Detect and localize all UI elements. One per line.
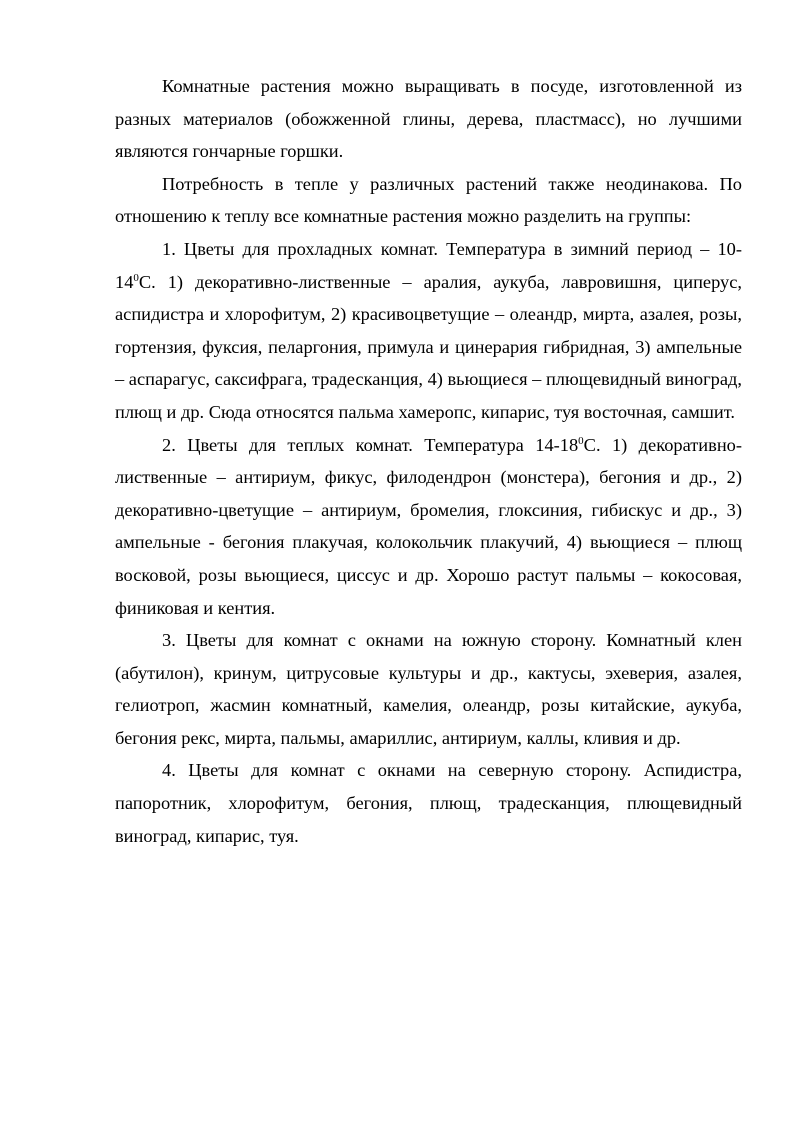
paragraph-south-windows: 3. Цветы для комнат с окнами на южную сторону. Комнатный клен (абутилон), кринум, цитрусовые культуры и др., кактусы, эхеверия, азалея, гелиотроп, жасмин комнатный, камелия, олеандр, розы китайские, аукуба, бегония рекс, мирта, пальмы, амариллис, антириум, каллы, кливия и др. xyxy=(115,630,742,748)
paragraph-heat-needs: Потребность в тепле у различных растений также неодинакова. По отношению к теплу все комнатные растения можно разделить на группы: xyxy=(115,173,742,227)
document-body xyxy=(115,70,742,852)
paragraph-warm-rooms-part2: С. 1) декоративно-лиственные – антириум, фикус, филодендрон (монстера), бегония и др., 2) декоративно-цветущие – антириум, бромелия, глоксиния, гибискус и др., 3) ампельные - бегония плакучая, колокольчик плакучий, 4) вьющиеся – плющ восковой, розы вьющиеся, циссус и др. Хорошо растут пальмы – кокосовая, финиковая и кентия. xyxy=(115,434,742,618)
paragraph-cool-rooms-part1: 1. Цветы для прохладных комнат. Температура в зимний период – 10-14 xyxy=(115,238,742,292)
paragraph-pottery: Комнатные растения можно выращивать в посуде, изготовленной из разных материалов (обожженной глины, дерева, пластмасс), но лучшими являются гончарные горшки. xyxy=(115,76,742,162)
paragraph-cool-rooms-part2: С. 1) декоративно-лиственные – аралия, аукуба, лавровишня, циперус, аспидистра и хлорофитум, 2) красивоцветущие – олеандр, мирта, азалея, розы, гортензия, фуксия, пеларгония, примула и цинерария гибридная, 3) ампельные – аспарагус, саксифрага, традесканция, 4) вьющиеся – плющевидный виноград, плющ и др. Сюда относятся пальма хамеропс, кипарис, туя восточная, самшит. xyxy=(115,271,742,422)
paragraph-cool-rooms xyxy=(115,233,742,429)
paragraph-warm-rooms-part1: 2. Цветы для теплых комнат. Температура 14-18 xyxy=(162,434,579,455)
paragraph-north-windows: 4. Цветы для комнат с окнами на северную сторону. Аспидистра, папоротник, хлорофитум, бегония, плющ, традесканция, плющевидный виноград, кипарис, туя. xyxy=(115,760,742,846)
paragraph-warm-rooms xyxy=(115,429,742,625)
degree-superscript: 0 xyxy=(578,434,584,447)
degree-superscript: 0 xyxy=(133,271,139,284)
